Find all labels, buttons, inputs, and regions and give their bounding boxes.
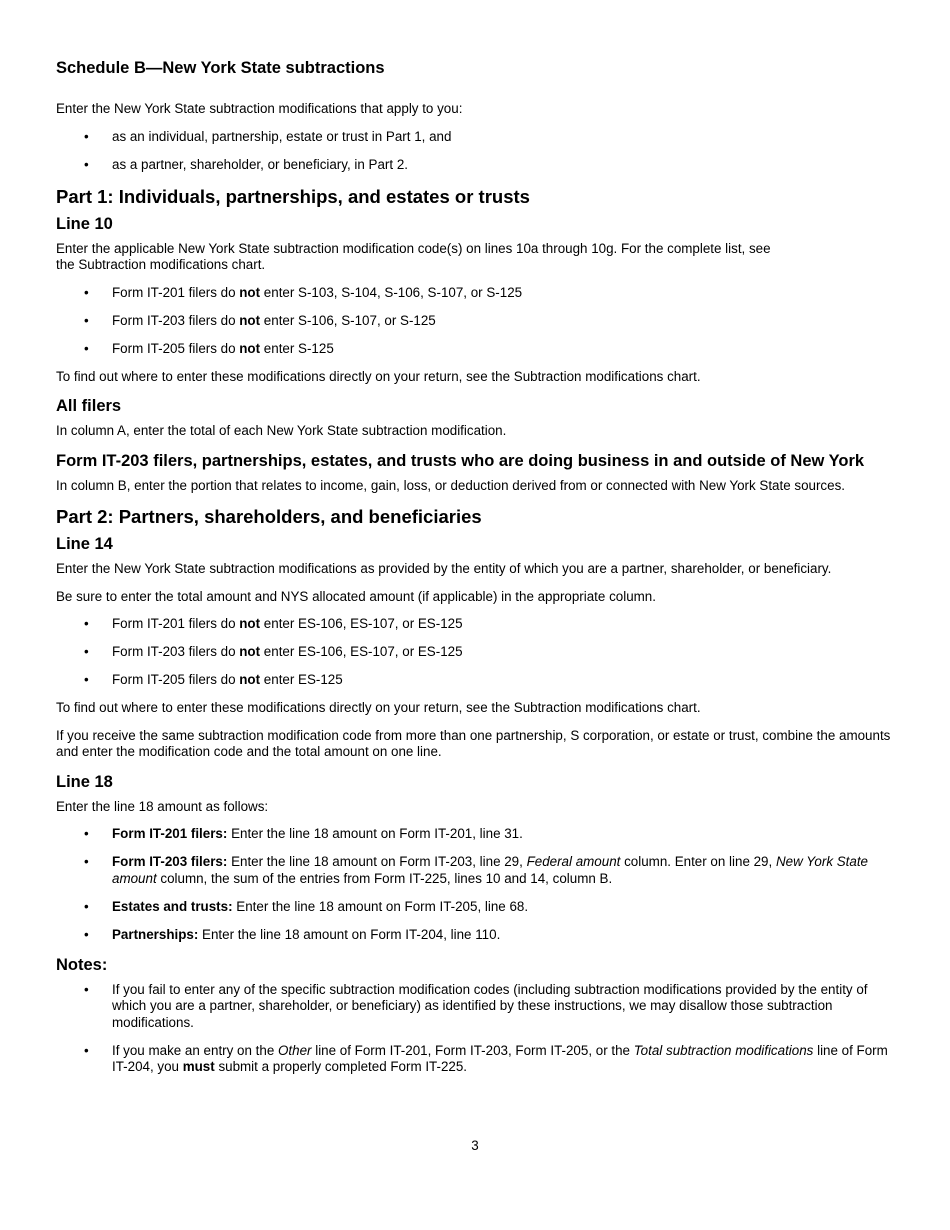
part1-title: Part 1: Individuals, partnerships, and estates or trusts — [56, 185, 530, 207]
part2-title: Part 2: Partners, shareholders, and beneficiaries — [56, 506, 482, 527]
list-item: • Form IT-205 filers do not enter S-125 — [84, 340, 334, 356]
line14-text4: If you receive the same subtraction modification code from more than one partnership, S corporation, or estate or trust, combine the amounts and enter the modification code and the total amount on one line. — [56, 727, 891, 759]
intro-list — [56, 129, 892, 174]
list-item: • Form IT-203 filers do not enter ES-106, ES-107, or ES-125 — [84, 644, 463, 659]
notes-list — [56, 982, 892, 1076]
list-item: • If you make an entry on the Other line of Form IT-201, Form IT-203, Form IT-205, or the Total subtraction modifications line of Form IT-204, you must submit a properly completed Form IT-225. — [84, 1042, 888, 1074]
line18-text: Enter the line 18 amount as follows: — [56, 798, 269, 814]
list-item: • If you fail to enter any of the specific subtraction modification codes (including subtraction modifications provided by the entity of which you are a partner, shareholder, or beneficiary) as identified by these instructions, we may disallow those subtraction modifications. — [84, 981, 868, 1030]
intro-text: Enter the New York State subtraction modifications that apply to you: — [56, 101, 463, 116]
line18-list — [56, 826, 892, 943]
schedule-title: Schedule B—New York State subtractions — [56, 59, 385, 77]
line14-text1: Enter the New York State subtraction modifications as provided by the entity of which you are a partner, shareholder, or beneficiary. — [56, 561, 832, 576]
list-item: • Form IT-201 filers do not enter ES-106, ES-107, or ES-125 — [84, 616, 463, 631]
line18-heading: Line 18 — [56, 772, 113, 791]
bullet-icon: • — [84, 644, 89, 659]
bullet-icon: • — [84, 981, 89, 997]
list-item: • Form IT-203 filers do not enter S-106, S-107, or S-125 — [84, 312, 436, 328]
line14-text3: To find out where to enter these modifications directly on your return, see the Subtraction modifications chart. — [56, 700, 701, 715]
page-number: 3 — [471, 1138, 479, 1153]
bullet-icon: • — [84, 128, 89, 144]
notes-heading: Notes: — [56, 955, 108, 974]
bullet-icon: • — [84, 672, 89, 687]
line10-list — [56, 285, 892, 358]
bullet-icon: • — [84, 340, 89, 356]
line10-text: Enter the applicable New York State subtraction modification code(s) on lines 10a through 10g. For the complete list, see the Subtraction modifications chart. — [56, 240, 771, 272]
bullet-icon: • — [84, 312, 89, 328]
bullet-icon: • — [84, 898, 89, 914]
list-item: • Form IT-205 filers do not enter ES-125 — [84, 672, 343, 687]
bullet-icon: • — [84, 156, 89, 172]
line14-heading: Line 14 — [56, 535, 113, 553]
bullet-icon: • — [84, 1042, 89, 1058]
list-item: • Partnerships: Enter the line 18 amount on Form IT-204, line 110. — [84, 926, 501, 942]
line10-heading: Line 10 — [56, 214, 113, 233]
line14-text2: Be sure to enter the total amount and NYS allocated amount (if applicable) in the appropriate column. — [56, 588, 656, 604]
list-item: • Form IT-201 filers: Enter the line 18 amount on Form IT-201, line 31. — [84, 826, 523, 841]
bullet-icon: • — [84, 616, 89, 631]
all-filers-text: In column A, enter the total of each New York State subtraction modification. — [56, 423, 507, 438]
it203-text: In column B, enter the portion that relates to income, gain, loss, or deduction derived from or connected with New York State sources. — [56, 477, 845, 493]
list-item: • as an individual, partnership, estate or trust in Part 1, and — [84, 128, 452, 144]
bullet-icon: • — [84, 826, 89, 841]
list-item: • Estates and trusts: Enter the line 18 amount on Form IT-205, line 68. — [84, 898, 529, 914]
document-page — [56, 58, 892, 1087]
list-item: • Form IT-201 filers do not enter S-103, S-104, S-106, S-107, or S-125 — [84, 284, 523, 300]
bullet-icon: • — [84, 854, 89, 869]
bullet-icon: • — [84, 926, 89, 942]
line10-footer: To find out where to enter these modifications directly on your return, see the Subtraction modifications chart. — [56, 368, 701, 384]
all-filers-heading: All filers — [56, 397, 122, 415]
list-item: • as a partner, shareholder, or beneficiary, in Part 2. — [84, 156, 408, 172]
line14-list — [56, 616, 892, 689]
it203-heading: Form IT-203 filers, partnerships, estates, and trusts who are doing business in and outside of New York — [56, 451, 865, 470]
list-item: • Form IT-203 filers: Enter the line 18 amount on Form IT-203, line 29, Federal amount column. Enter on line 29, New York State amount column, the sum of the entries from Form IT-225, lines 10 and 14, column B. — [84, 854, 868, 886]
bullet-icon: • — [84, 284, 89, 300]
